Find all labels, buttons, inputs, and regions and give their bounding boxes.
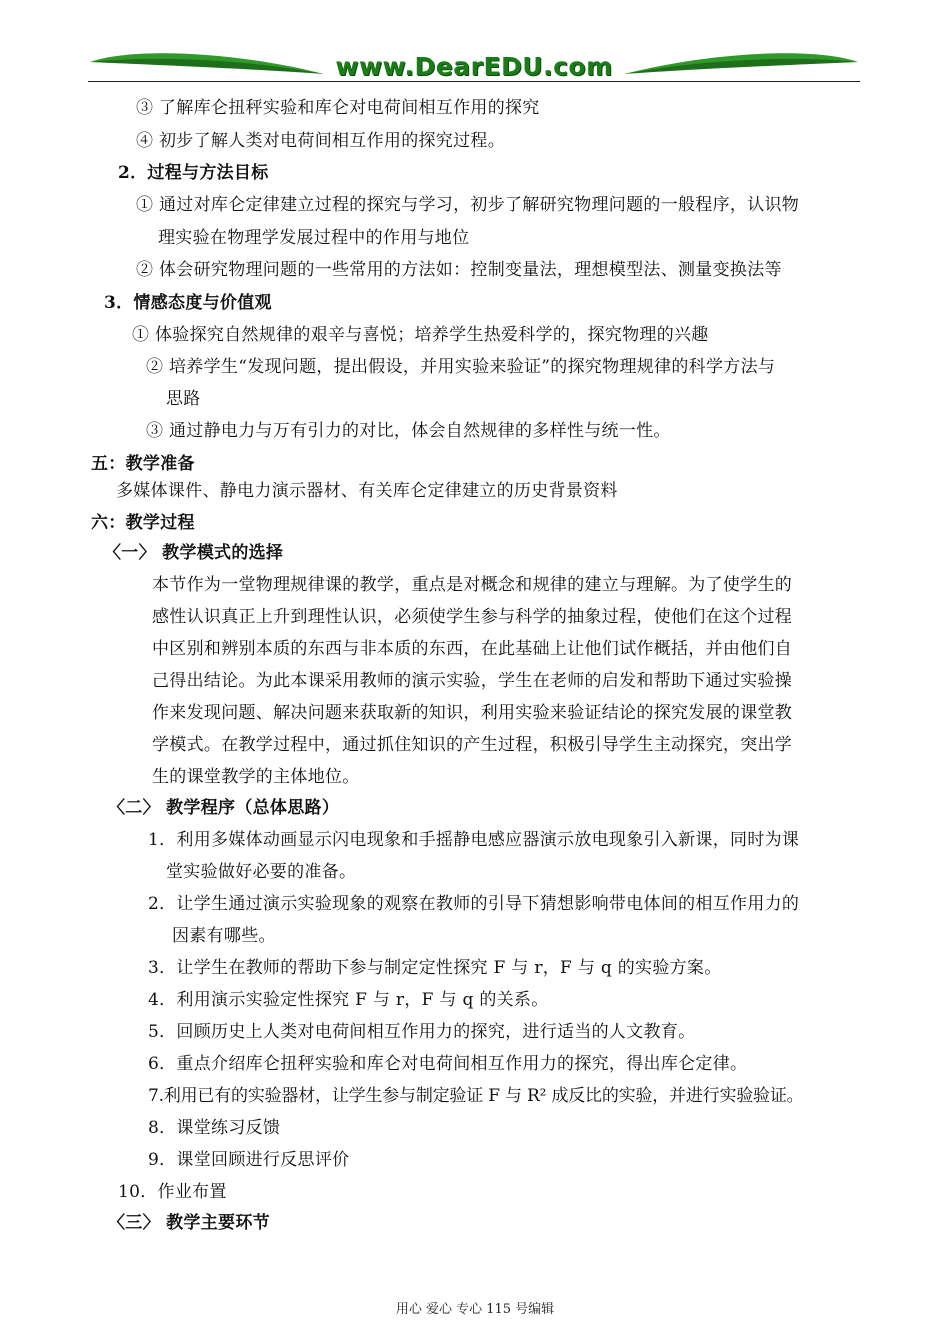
paragraph-line-3: 中区别和辨别本质的东西与非本质的东西，在此基础上让他们试作概括，并由他们自 (152, 639, 793, 659)
attitude-item-2-cont: 思路 (166, 389, 201, 409)
process-item-1-cont: 理实验在物理学发展过程中的作用与地位 (158, 228, 470, 248)
attitude-item-2: ② 培养学生“发现问题，提出假设，并用实验来验证”的探究物理规律的科学方法与 (146, 357, 776, 377)
procedure-step-7: 7.利用已有的实验器材，让学生参与制定验证 F 与 R² 成反比的实验，并进行实验验证。 (148, 1086, 804, 1106)
site-logo-text: www.DearEDU.com (335, 52, 613, 81)
subsection-three-heading: 〈三〉 教学主要环节 (108, 1213, 270, 1233)
paragraph-line-4: 己得出结论。为此本课采用教师的演示实验，学生在老师的启发和帮助下通过实验操 (152, 671, 793, 691)
procedure-step-2: 2．让学生通过演示实验现象的观察在教师的引导下猜想影响带电体间的相互作用力的 (148, 894, 800, 914)
objective-item-4: ④ 初步了解人类对电荷间相互作用的探究过程。 (136, 131, 506, 151)
paragraph-line-6: 学模式。在教学过程中，通过抓住知识的产生过程，积极引导学生主动探究，突出学 (152, 735, 793, 755)
subsection-one-heading: 〈一〉 教学模式的选择 (104, 543, 284, 563)
heading-process-methods: 2．过程与方法目标 (118, 163, 269, 183)
heading-attitudes-values: 3．情感态度与价值观 (104, 293, 272, 313)
procedure-step-1-cont: 堂实验做好必要的准备。 (166, 862, 357, 882)
procedure-step-9: 9．课堂回顾进行反思评价 (148, 1150, 350, 1170)
procedure-step-2-cont: 因素有哪些。 (172, 926, 276, 946)
paragraph-line-5: 作来发现问题、解决问题来获取新的知识，利用实验来验证结论的探究发展的课堂教 (152, 703, 793, 723)
paragraph-line-7: 生的课堂教学的主体地位。 (152, 767, 360, 787)
procedure-step-5: 5．回顾历史上人类对电荷间相互作用力的探究，进行适当的人文教育。 (148, 1022, 696, 1042)
header-divider (88, 81, 860, 82)
procedure-step-6: 6．重点介绍库仑扭秤实验和库仑对电荷间相互作用力的探究，得出库仑定律。 (148, 1054, 748, 1074)
attitude-item-1: ① 体验探究自然规律的艰辛与喜悦；培养学生热爱科学的，探究物理的兴趣 (132, 325, 709, 345)
section-five-heading: 五：教学准备 (91, 454, 195, 474)
procedure-step-4: 4．利用演示实验定性探究 F 与 r，F 与 q 的关系。 (148, 990, 549, 1010)
procedure-step-10: 10．作业布置 (118, 1182, 227, 1202)
process-item-2: ② 体会研究物理问题的一些常用的方法如：控制变量法，理想模型法、测量变换法等 (136, 260, 782, 280)
paragraph-line-1: 本节作为一堂物理规律课的教学，重点是对概念和规律的建立与理解。为了使学生的 (152, 575, 793, 595)
page-footer: 用心 爱心 专心 115 号编辑 (395, 1302, 555, 1317)
paragraph-line-2: 感性认识真正上升到理性认识，必须使学生参与科学的抽象过程，使他们在这个过程 (152, 607, 793, 627)
objective-item-3: ③ 了解库仑扭秤实验和库仑对电荷间相互作用的探究 (136, 98, 540, 118)
procedure-step-3: 3．让学生在教师的帮助下参与制定定性探究 F 与 r，F 与 q 的实验方案。 (148, 958, 722, 978)
procedure-step-8: 8．课堂练习反馈 (148, 1118, 281, 1138)
attitude-item-3: ③ 通过静电力与万有引力的对比，体会自然规律的多样性与统一性。 (146, 421, 671, 441)
subsection-two-heading: 〈二〉 教学程序（总体思路） (108, 798, 340, 818)
process-item-1: ① 通过对库仑定律建立过程的探究与学习，初步了解研究物理问题的一般程序，认识物 (136, 195, 800, 215)
page-header (88, 44, 860, 84)
procedure-step-1: 1．利用多媒体动画显示闪电现象和手摇静电感应器演示放电现象引入新课，同时为课 (148, 830, 800, 850)
preparation-text: 多媒体课件、静电力演示器材、有关库仑定律建立的历史背景资料 (116, 481, 618, 501)
section-six-heading: 六：教学过程 (91, 513, 195, 533)
